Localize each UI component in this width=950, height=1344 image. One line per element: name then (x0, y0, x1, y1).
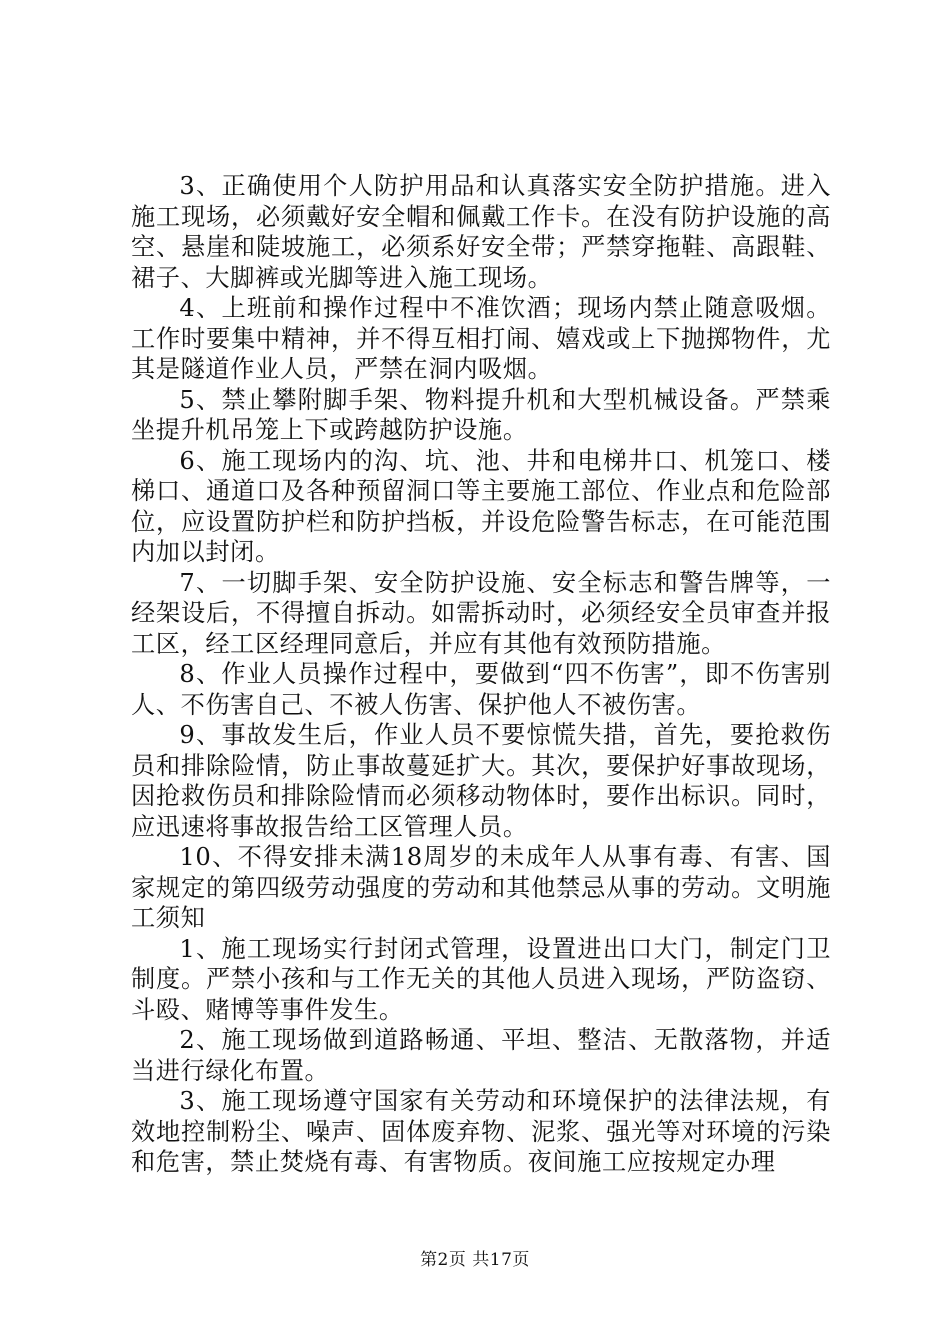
paragraph-civil-1: 1、施工现场实行封闭式管理，设置进出口大门，制定门卫制度。严禁小孩和与工作无关的其他人员进入现场，严防盗窃、斗殴、赌博等事件发生。 (131, 934, 831, 1024)
paragraph-safety-9: 9、事故发生后，作业人员不要惊慌失措，首先，要抢救伤员和排除险情，防止事故蔓延扩大。其次，要保护好事故现场，因抢救伤员和排除险情而必须移动物体时，要作出标识。同时，应迅速将事故报告给工区管理人员。 (131, 721, 831, 841)
paragraph-safety-7: 7、一切脚手架、安全防护设施、安全标志和警告牌等，一经架设后，不得擅自拆动。如需拆动时，必须经安全员审查并报工区，经工区经理同意后，并应有其他有效预防措施。 (131, 568, 831, 658)
paragraph-civil-3: 3、施工现场遵守国家有关劳动和环境保护的法律法规，有效地控制粉尘、噪声、固体废弃物、泥浆、强光等对环境的污染和危害，禁止焚烧有毒、有害物质。夜间施工应按规定办理 (131, 1087, 831, 1176)
page-number-footer: 第2页 共17页 (420, 1250, 530, 1270)
document-body (131, 171, 831, 1178)
paragraph-safety-5: 5、禁止攀附脚手架、物料提升机和大型机械设备。严禁乘坐提升机吊笼上下或跨越防护设施。 (131, 385, 831, 444)
paragraph-safety-6: 6、施工现场内的沟、坑、池、井和电梯井口、机笼口、楼梯口、通道口及各种预留洞口等主要施工部位、作业点和危险部位，应设置防护栏和防护挡板，并设危险警告标志，在可能范围内加以封闭。 (131, 446, 831, 566)
paragraph-safety-3: 3、正确使用个人防护用品和认真落实安全防护措施。进入施工现场，必须戴好安全帽和佩戴工作卡。在没有防护设施的高空、悬崖和陡坡施工，必须系好安全带；严禁穿拖鞋、高跟鞋、裙子、大脚裤或光脚等进入施工现场。 (131, 172, 831, 292)
paragraph-safety-10: 10、不得安排未满18周岁的未成年人从事有毒、有害、国家规定的第四级劳动强度的劳动和其他禁忌从事的劳动。文明施工须知 (131, 843, 831, 932)
paragraph-safety-4: 4、上班前和操作过程中不准饮酒；现场内禁止随意吸烟。工作时要集中精神，并不得互相打闹、嬉戏或上下抛掷物件，尤其是隧道作业人员，严禁在洞内吸烟。 (131, 294, 831, 383)
paragraph-civil-2: 2、施工现场做到道路畅通、平坦、整洁、无散落物，并适当进行绿化布置。 (131, 1026, 831, 1085)
paragraph-safety-8: 8、作业人员操作过程中，要做到“四不伤害”，即不伤害别人、不伤害自己、不被人伤害、保护他人不被伤害。 (131, 660, 831, 719)
